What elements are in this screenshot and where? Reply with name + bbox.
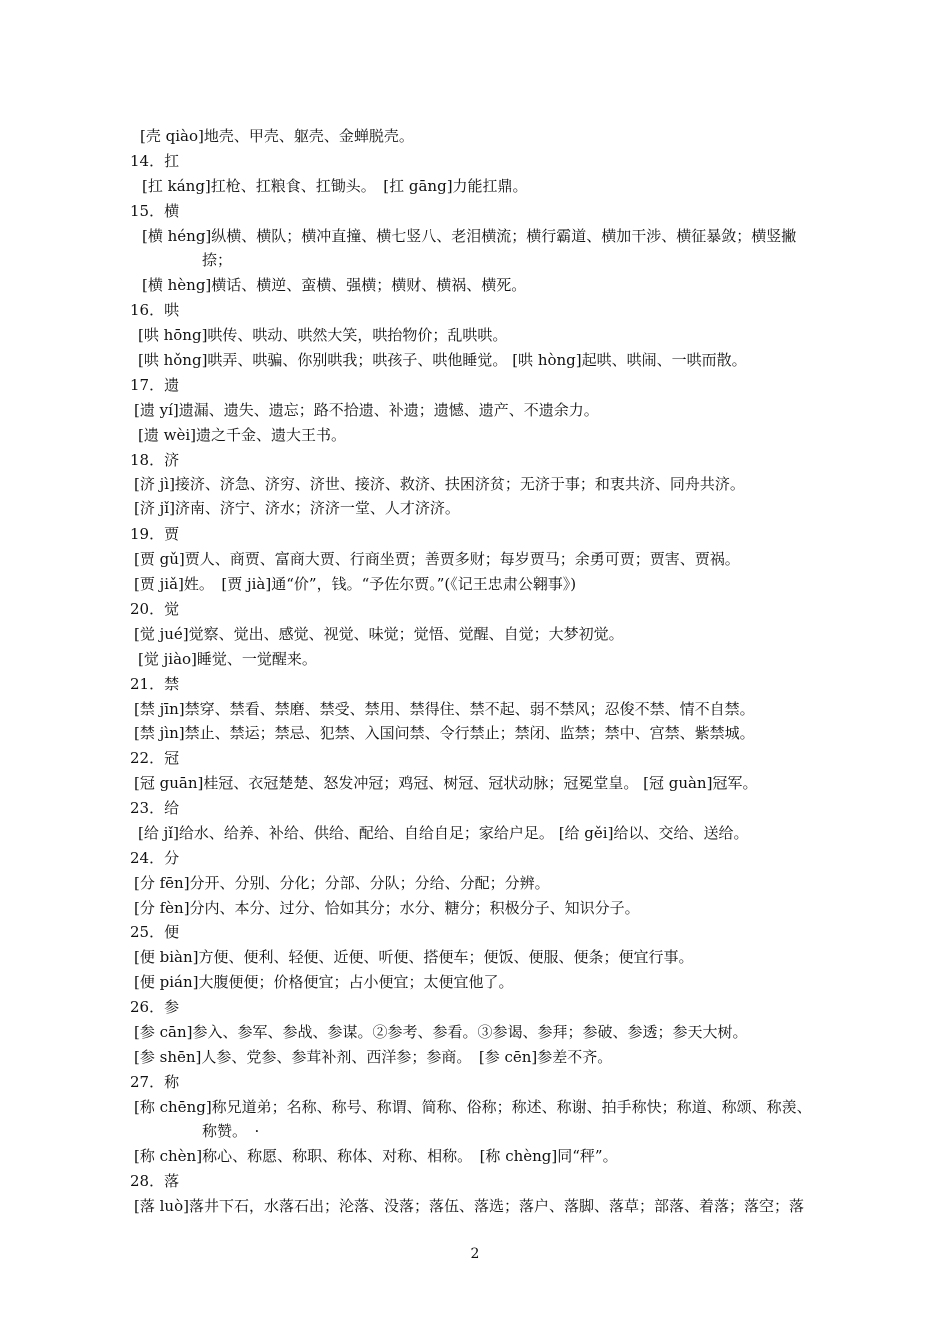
entry-heading: 24．分 [130, 849, 180, 867]
entry-heading: 19．贾 [130, 525, 180, 543]
entry-line: [扛 káng]扛枪、扛粮食、扛锄头。 [扛 gāng]力能扛鼎。 [142, 177, 528, 195]
entry-line: [分 fēn]分开、分别、分化；分部、分队；分给、分配；分辨。 [134, 874, 550, 892]
entry-line: [落 luò]落井下石，水落石出；沦落、没落；落伍、落选；落户、落脚、落草；部落、着落；落空；落 [134, 1197, 804, 1215]
entry-line: [参 cān]参入、参军、参战、参谋。②参考、参看。③参谒、参拜；参破、参透；参天大树。 [134, 1023, 748, 1041]
entry-line: [禁 jìn]禁止、禁运；禁忌、犯禁、入国问禁、令行禁止；禁闭、监禁；禁中、宫禁、紫禁城。 [134, 724, 755, 742]
entry-heading: 27．称 [130, 1073, 180, 1091]
entry-heading: 17．遗 [130, 376, 180, 394]
entry-line: [济 jì]接济、济急、济穷、济世、接济、救济、扶困济贫；无济于事；和衷共济、同舟共济。 [134, 475, 745, 493]
entry-line: [哄 hǒng]哄弄、哄骗、你别哄我；哄孩子、哄他睡觉。 [哄 hòng]起哄、哄闹、一哄而散。 [138, 351, 747, 369]
entry-heading: 23．给 [130, 799, 180, 817]
entry-heading: 28．落 [130, 1172, 180, 1190]
entry-line: [贾 jiǎ]姓。 [贾 jià]通“价”，钱。“予佐尔贾。”(《记王忠肃公翱事》) [134, 575, 577, 593]
page-number: 2 [470, 1246, 480, 1262]
entry-line: [横 héng]纵横、横队；横冲直撞、横七竖八、老泪横流；横行霸道、横加干涉、横征暴敛；横竖撇 [142, 227, 797, 245]
entry-line: [觉 jiào]睡觉、一觉醒来。 [138, 650, 317, 668]
entry-line: [贾 gǔ]贾人、商贾、富商大贾、行商坐贾；善贾多财；每岁贾马；余勇可贾；贾害、贾祸。 [134, 550, 740, 568]
entry-line: [分 fèn]分内、本分、过分、恰如其分；水分、糖分；积极分子、知识分子。 [134, 899, 640, 917]
entry-line: [便 pián]大腹便便；价格便宜；占小便宜；太便宜他了。 [134, 973, 514, 991]
entry-heading: 20．觉 [130, 600, 180, 618]
entry-line: [便 biàn]方便、便利、轻便、近便、听便、搭便车；便饭、便服、便条；便宜行事。 [134, 948, 694, 966]
entry-heading: 16．哄 [130, 301, 180, 319]
entry-line: [遗 yí]遗漏、遗失、遗忘；路不拾遗、补遗；遗憾、遗产、不遗余力。 [134, 401, 599, 419]
entry-line-continued: 称赞。 · [202, 1122, 260, 1140]
entry-heading: 21．禁 [130, 675, 180, 693]
entry-line: [壳 qiào]地壳、甲壳、躯壳、金蝉脱壳。 [140, 127, 414, 145]
entry-heading: 22．冠 [130, 749, 180, 767]
entry-line: [称 chèn]称心、称愿、称职、称体、对称、相称。 [称 chèng]同“秤”。 [134, 1147, 618, 1165]
entry-heading: 25．便 [130, 923, 180, 941]
entry-heading: 26．参 [130, 998, 180, 1016]
entry-line: [参 shēn]人参、党参、参茸补剂、西洋参；参商。 [参 cēn]参差不齐。 [134, 1048, 613, 1066]
entry-line: [济 jǐ]济南、济宁、济水；济济一堂、人才济济。 [134, 499, 460, 517]
entry-line-continued: 捺； [202, 251, 233, 269]
entry-line: [给 jǐ]给水、给养、补给、供给、配给、自给自足；家给户足。 [给 gěi]给以、交给、送给。 [138, 824, 749, 842]
entry-heading: 15．横 [130, 202, 180, 220]
entry-line: [觉 jué]觉察、觉出、感觉、视觉、味觉；觉悟、觉醒、自觉；大梦初觉。 [134, 625, 624, 643]
entry-heading: 18．济 [130, 451, 180, 469]
entry-line: [称 chēng]称兄道弟；名称、称号、称谓、简称、俗称；称述、称谢、拍手称快；称道、称颂、称羡、 [134, 1098, 812, 1116]
entry-line: [哄 hōng]哄传、哄动、哄然大笑，哄抬物价；乱哄哄。 [138, 326, 508, 344]
entry-heading: 14．扛 [130, 152, 180, 170]
entry-line: [遗 wèi]遗之千金、遗大王书。 [138, 426, 346, 444]
entry-line: [横 hèng]横话、横逆、蛮横、强横；横财、横祸、横死。 [142, 276, 527, 294]
entry-line: [冠 guān]桂冠、衣冠楚楚、怒发冲冠；鸡冠、树冠、冠状动脉；冠冕堂皇。 [冠 guàn]冠军。 [134, 774, 758, 792]
entry-line: [禁 jīn]禁穿、禁看、禁磨、禁受、禁用、禁得住、禁不起、弱不禁风；忍俊不禁、情不自禁。 [134, 700, 755, 718]
